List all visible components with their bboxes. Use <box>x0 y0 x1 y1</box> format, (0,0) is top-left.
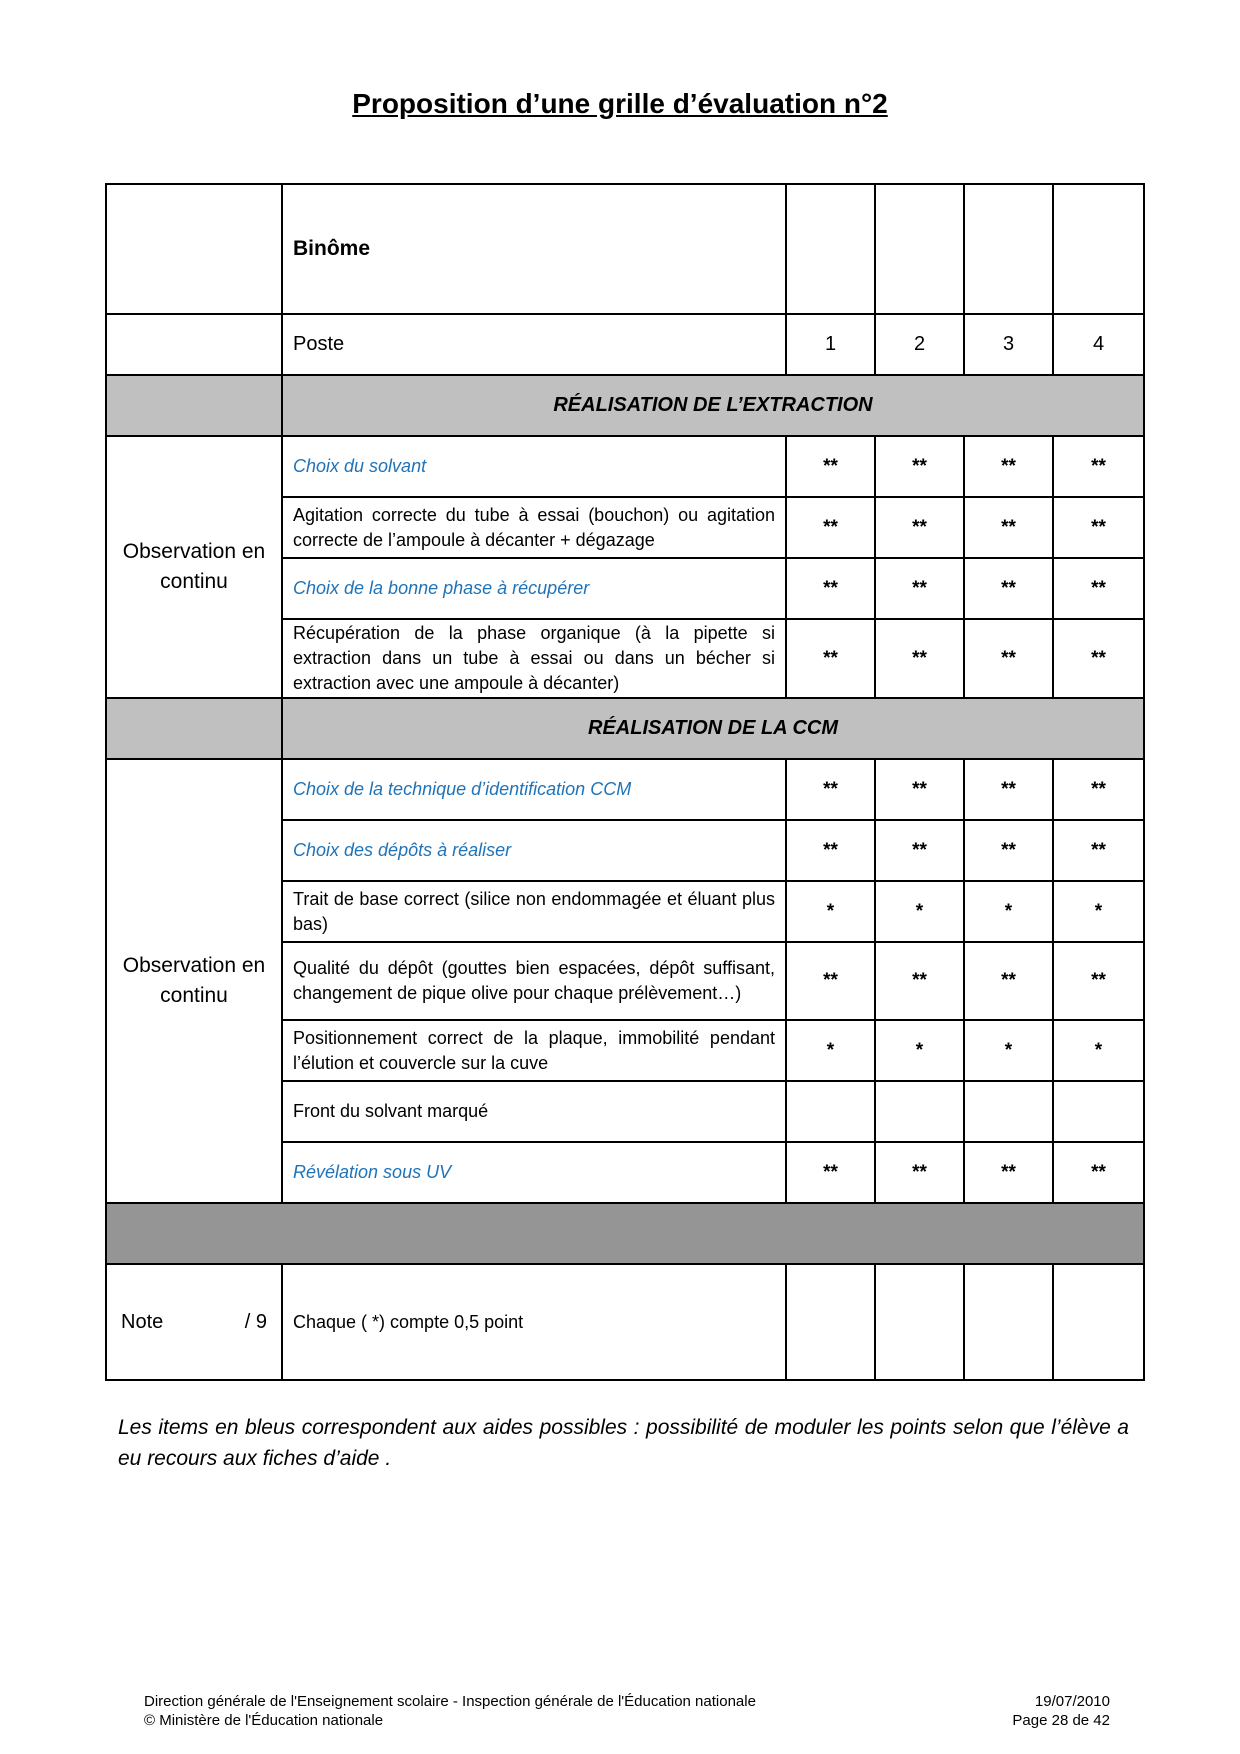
poste-label: Poste <box>282 314 786 375</box>
criterion-text: Récupération de la phase organique (à la pipette si extraction dans un tube à essai ou dans un bécher si extraction avec une ampoule à décanter) <box>282 619 786 698</box>
footer-line-1: Direction générale de l'Enseignement scolaire - Inspection générale de l'Éducation nationale <box>144 1693 756 1710</box>
criterion-text: Front du solvant marqué <box>282 1081 786 1142</box>
poste-number: 4 <box>1053 314 1144 375</box>
section-title: RÉALISATION DE L’EXTRACTION <box>282 375 1144 436</box>
mark-cell[interactable]: * <box>964 1020 1053 1081</box>
mark-cell[interactable]: ** <box>1053 558 1144 619</box>
mark-cell[interactable]: * <box>786 881 875 942</box>
mark-cell[interactable]: ** <box>786 942 875 1020</box>
mark-cell[interactable]: ** <box>875 942 964 1020</box>
note-rule: Chaque ( *) compte 0,5 point <box>282 1264 786 1380</box>
criterion-text: Trait de base correct (silice non endommagée et éluant plus bas) <box>282 881 786 942</box>
mark-cell[interactable]: ** <box>964 820 1053 881</box>
page-title: Proposition d’une grille d’évaluation n°2 <box>352 88 888 119</box>
mark-cell[interactable]: ** <box>964 619 1053 698</box>
poste-number: 2 <box>875 314 964 375</box>
mark-cell[interactable]: ** <box>786 759 875 820</box>
note-label: Note <box>121 1311 164 1333</box>
note-max: / 9 <box>244 1311 267 1333</box>
criterion-text: Révélation sous UV <box>282 1142 786 1203</box>
criterion-text: Qualité du dépôt (gouttes bien espacées, dépôt suffisant, changement de pique olive pour chaque prélèvement…) <box>282 942 786 1020</box>
mark-cell[interactable]: * <box>1053 1020 1144 1081</box>
binome-mark-cell[interactable] <box>786 184 875 314</box>
section-side-band <box>106 375 282 436</box>
mark-cell[interactable]: ** <box>964 558 1053 619</box>
mark-cell[interactable]: ** <box>786 497 875 558</box>
footer-date: 19/07/2010 <box>1034 1693 1110 1710</box>
mark-cell[interactable]: ** <box>786 558 875 619</box>
mark-cell[interactable]: ** <box>1053 1142 1144 1203</box>
mark-cell[interactable]: ** <box>964 942 1053 1020</box>
mark-cell[interactable]: ** <box>1053 942 1144 1020</box>
section-header-ccm <box>106 698 1144 759</box>
mark-cell[interactable] <box>875 1081 964 1142</box>
mark-cell[interactable]: ** <box>875 759 964 820</box>
binome-label: Binôme <box>293 237 371 260</box>
mark-cell[interactable]: ** <box>875 1142 964 1203</box>
mark-cell[interactable]: * <box>1053 881 1144 942</box>
mark-cell[interactable]: * <box>875 881 964 942</box>
evaluation-grid <box>105 183 1145 1381</box>
footer-page-info <box>960 1692 1110 1730</box>
mark-cell[interactable]: ** <box>1053 759 1144 820</box>
mark-cell[interactable]: ** <box>786 619 875 698</box>
mark-cell[interactable]: * <box>964 881 1053 942</box>
binome-cell <box>282 184 786 314</box>
mark-cell[interactable]: ** <box>964 1142 1053 1203</box>
footer-line-2: © Ministère de l'Éducation nationale <box>144 1712 384 1729</box>
mark-cell[interactable]: * <box>875 1020 964 1081</box>
mark-cell[interactable]: ** <box>875 619 964 698</box>
footer-institution <box>144 1692 756 1730</box>
mark-cell[interactable] <box>1053 1081 1144 1142</box>
criterion-text: Choix des dépôts à réaliser <box>282 820 786 881</box>
binome-row <box>106 184 1144 314</box>
poste-row <box>106 314 1144 375</box>
score-cell[interactable] <box>786 1264 875 1380</box>
mark-cell[interactable] <box>786 1081 875 1142</box>
observation-label: Observation en continu <box>106 759 282 1203</box>
criterion-text: Choix du solvant <box>282 436 786 497</box>
mark-cell[interactable]: ** <box>1053 497 1144 558</box>
mark-cell[interactable]: ** <box>964 436 1053 497</box>
score-cell[interactable] <box>875 1264 964 1380</box>
note-cell <box>106 1264 282 1380</box>
mark-cell[interactable]: ** <box>1053 820 1144 881</box>
mark-cell[interactable]: ** <box>875 497 964 558</box>
mark-cell[interactable]: ** <box>1053 619 1144 698</box>
section-title: RÉALISATION DE LA CCM <box>282 698 1144 759</box>
mark-cell[interactable]: ** <box>964 497 1053 558</box>
mark-cell[interactable]: ** <box>786 1142 875 1203</box>
criterion-text: Positionnement correct de la plaque, immobilité pendant l’élution et couvercle sur la cuve <box>282 1020 786 1081</box>
poste-number: 1 <box>786 314 875 375</box>
separator-band <box>106 1203 1144 1264</box>
criterion-row <box>106 436 1144 497</box>
binome-mark-cell[interactable] <box>875 184 964 314</box>
footer-page-number: Page 28 de 42 <box>1012 1712 1110 1729</box>
criterion-text: Agitation correcte du tube à essai (bouchon) ou agitation correcte de l’ampoule à décanter + dégazage <box>282 497 786 558</box>
mark-cell[interactable]: ** <box>875 820 964 881</box>
mark-cell[interactable]: ** <box>786 820 875 881</box>
mark-cell[interactable]: ** <box>964 759 1053 820</box>
criterion-text: Choix de la technique d’identification CCM <box>282 759 786 820</box>
binome-mark-cell[interactable] <box>1053 184 1144 314</box>
score-cell[interactable] <box>964 1264 1053 1380</box>
binome-mark-cell[interactable] <box>964 184 1053 314</box>
mark-cell[interactable]: * <box>786 1020 875 1081</box>
mark-cell[interactable]: ** <box>1053 436 1144 497</box>
note-row <box>106 1264 1144 1380</box>
mark-cell[interactable] <box>964 1081 1053 1142</box>
separator-band-cell <box>106 1203 1144 1264</box>
mark-cell[interactable]: ** <box>786 436 875 497</box>
observation-label: Observation en continu <box>106 436 282 698</box>
criterion-row <box>106 759 1144 820</box>
criterion-text: Choix de la bonne phase à récupérer <box>282 558 786 619</box>
poste-number: 3 <box>964 314 1053 375</box>
mark-cell[interactable]: ** <box>875 436 964 497</box>
poste-side-cell <box>106 314 282 375</box>
aid-footnote: Les items en bleus correspondent aux aides possibles : possibilité de moduler les points selon que l’élève a eu recours aux fiches d’aide . <box>118 1416 1129 1470</box>
section-header-extraction <box>106 375 1144 436</box>
binome-side-cell <box>106 184 282 314</box>
score-cell[interactable] <box>1053 1264 1144 1380</box>
mark-cell[interactable]: ** <box>875 558 964 619</box>
section-side-band <box>106 698 282 759</box>
